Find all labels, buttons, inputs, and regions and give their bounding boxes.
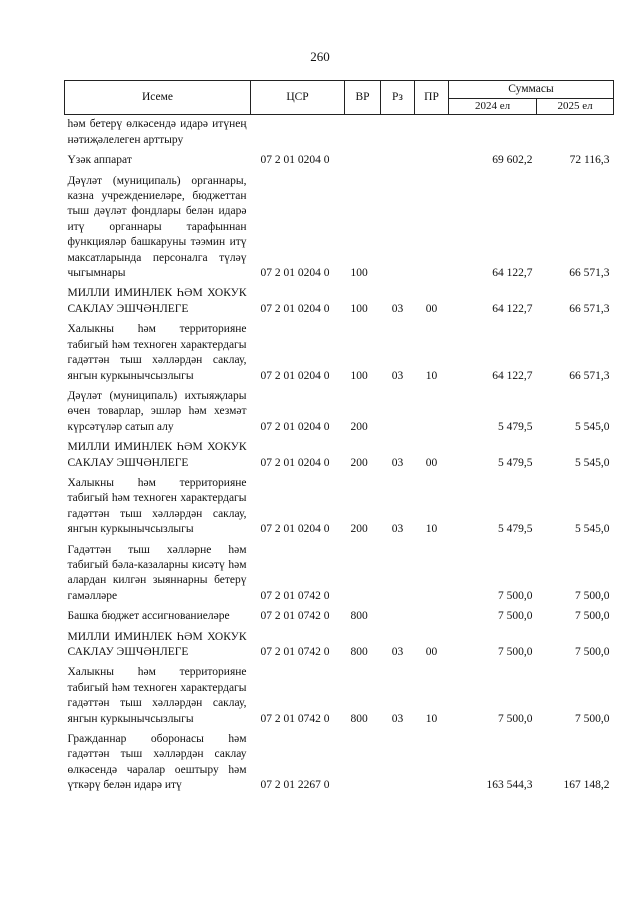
- row-sum-2024: 7 500,0: [498, 712, 533, 725]
- row-csr: 07 2 01 0204 0: [260, 267, 330, 280]
- row-sum-2024: [449, 115, 537, 151]
- row-vr: 800: [350, 610, 368, 623]
- row-csr: [251, 115, 345, 151]
- row-vr: [345, 541, 381, 608]
- page-number: 260: [310, 49, 330, 64]
- row-pr: 10: [425, 712, 438, 725]
- header-csr: ЦСР: [251, 81, 345, 115]
- row-sum-2024: 69 602,2: [492, 154, 533, 167]
- row-pr: [415, 151, 449, 171]
- row-rz: [381, 730, 415, 797]
- row-rz: [381, 151, 415, 171]
- row-csr: 07 2 01 2267 0: [260, 779, 330, 792]
- row-csr: 07 2 01 0742 0: [260, 610, 330, 623]
- row-vr: 800: [350, 712, 368, 725]
- row-rz: 03: [391, 456, 404, 469]
- header-sums: Суммасы: [449, 81, 614, 99]
- row-sum-2024: 5 479,5: [498, 456, 533, 469]
- row-sum-2024: 64 122,7: [492, 267, 533, 280]
- row-sum-2025: 5 545,0: [575, 523, 610, 536]
- row-rz: 03: [391, 646, 404, 658]
- table-row: [65, 438, 614, 474]
- row-pr: [415, 541, 449, 608]
- row-name: Гражданнар оборонасы һәм гадәттән тыш хәлләрдән саклау өлкәсендә чаралар оештыру һәм үткәрү белән идарә итү: [67, 733, 247, 792]
- row-csr: 07 2 01 0742 0: [260, 712, 330, 725]
- row-sum-2025: 5 545,0: [575, 456, 610, 469]
- table-row: [65, 663, 614, 730]
- row-name: Дәүләт (муниципаль) ихтыяҗлары өчен товарлар, эшләр һәм хезмәт күрсәтүләр сатып алу: [67, 389, 247, 433]
- row-name: Үзәк аппарат: [67, 154, 132, 167]
- row-sum-2025: 167 148,2: [563, 779, 610, 792]
- row-name: Халыкны һәм территорияне табигый һәм техноген характердагы гадәттән тыш хәлләрдән саклау, янгын куркынычсызлыгы: [67, 323, 247, 382]
- row-vr: 200: [350, 523, 368, 536]
- row-csr: 07 2 01 0204 0: [260, 302, 330, 315]
- row-name: МИЛЛИ ИМИНЛЕК ҺӘМ ХОКУК САКЛАУ ЭШЧӘНЛЕГЕ: [67, 630, 247, 658]
- row-rz: 03: [391, 712, 404, 725]
- header-year-2025: 2025 ел: [537, 99, 614, 115]
- table-body: [65, 115, 614, 797]
- row-sum-2025: 7 500,0: [575, 610, 610, 623]
- row-vr: [345, 115, 381, 151]
- row-pr: 00: [425, 646, 438, 658]
- row-csr: 07 2 01 0204 0: [260, 420, 330, 433]
- row-name: МИЛЛИ ИМИНЛЕК ҺӘМ ХОКУК САКЛАУ ЭШЧӘНЛЕГЕ: [67, 287, 247, 315]
- row-vr: 100: [350, 267, 368, 280]
- row-sum-2025: 66 571,3: [569, 302, 610, 315]
- row-rz: [381, 607, 415, 627]
- row-sum-2025: 7 500,0: [575, 646, 610, 658]
- row-sum-2024: 64 122,7: [492, 302, 533, 315]
- row-rz: [381, 172, 415, 285]
- row-sum-2024: 7 500,0: [498, 589, 533, 602]
- row-vr: 100: [350, 302, 368, 315]
- table-row: [65, 730, 614, 797]
- row-sum-2024: 64 122,7: [492, 369, 533, 382]
- row-name: Халыкны һәм территорияне табигый һәм техноген характердагы гадәттән тыш хәлләрдән саклау, янгын куркынычсызлыгы: [67, 476, 247, 536]
- table-row: [65, 541, 614, 608]
- row-pr: [415, 730, 449, 797]
- row-name: Гадәттән тыш хәлләрне һәм табигый бәла-казаларны кисәтү һәм алардан килгән зыяннарны бетерү гамәлләре: [67, 543, 247, 602]
- table-row: [65, 320, 614, 387]
- row-csr: 07 2 01 0204 0: [260, 369, 330, 382]
- table-row: [65, 172, 614, 285]
- row-sum-2025: 66 571,3: [569, 267, 610, 280]
- row-csr: 07 2 01 0742 0: [260, 646, 330, 658]
- table-row: [65, 474, 614, 541]
- row-name: МИЛЛИ ИМИНЛЕК ҺӘМ ХОКУК САКЛАУ ЭШЧӘНЛЕГЕ: [67, 441, 247, 469]
- row-csr: 07 2 01 0742 0: [260, 589, 330, 602]
- row-rz: 03: [391, 523, 404, 536]
- header-name: Исеме: [65, 81, 251, 115]
- row-sum-2025: [537, 115, 614, 151]
- row-name: һәм бетерү өлкәсендә идарә итүнең нәтиҗәлелеген арттыру: [67, 118, 247, 146]
- row-pr: 10: [425, 523, 438, 536]
- table-row: [65, 115, 614, 151]
- table-row: [65, 387, 614, 438]
- row-sum-2024: 5 479,5: [498, 523, 533, 536]
- table-row: [65, 628, 614, 664]
- row-vr: 200: [350, 456, 368, 469]
- table-row: [65, 607, 614, 627]
- row-sum-2025: 66 571,3: [569, 369, 610, 382]
- row-sum-2025: 72 116,3: [569, 154, 610, 167]
- header-rz: Рз: [381, 81, 415, 115]
- table-row: [65, 284, 614, 320]
- row-rz: [381, 387, 415, 438]
- row-name: Башка бюджет ассигнованиеләре: [67, 610, 230, 623]
- row-pr: [415, 387, 449, 438]
- row-rz: 03: [391, 302, 404, 315]
- row-csr: 07 2 01 0204 0: [260, 154, 330, 167]
- row-pr: 00: [425, 302, 438, 315]
- row-pr: [415, 607, 449, 627]
- row-pr: 00: [425, 456, 438, 469]
- row-sum-2025: 7 500,0: [575, 589, 610, 602]
- budget-table: [64, 80, 614, 797]
- row-sum-2024: 5 479,5: [498, 420, 533, 433]
- header-vr: ВР: [345, 81, 381, 115]
- row-rz: [381, 541, 415, 608]
- row-pr: [415, 115, 449, 151]
- row-vr: [345, 151, 381, 171]
- row-csr: 07 2 01 0204 0: [260, 523, 330, 536]
- row-csr: 07 2 01 0204 0: [260, 456, 330, 469]
- table-header: [65, 81, 614, 115]
- row-name: Халыкны һәм территорияне табигый һәм техноген характердагы гадәттән тыш хәлләрдән саклау, янгын куркынычсызлыгы: [67, 666, 247, 725]
- table-row: [65, 151, 614, 171]
- row-sum-2024: 163 544,3: [486, 779, 533, 792]
- row-name: Дәүләт (муниципаль) органнары, казна учреждениеләре, бюджеттан тыш дәүләт фондлары белән идарә итү органнары тарафыннан функцияләр башкаруны тәэмин итү максатларында персоналга түләү чыгымнары: [67, 174, 247, 280]
- row-sum-2024: 7 500,0: [498, 610, 533, 623]
- row-rz: 03: [391, 369, 404, 382]
- row-sum-2025: 5 545,0: [575, 420, 610, 433]
- row-pr: 10: [425, 369, 438, 382]
- header-year-2024: 2024 ел: [449, 99, 537, 115]
- row-vr: 200: [350, 420, 368, 433]
- row-vr: [345, 730, 381, 797]
- row-vr: 800: [350, 646, 368, 658]
- row-sum-2025: 7 500,0: [575, 712, 610, 725]
- row-rz: [381, 115, 415, 151]
- header-pr: ПР: [415, 81, 449, 115]
- row-vr: 100: [350, 369, 368, 382]
- row-sum-2024: 7 500,0: [498, 646, 533, 658]
- row-pr: [415, 172, 449, 285]
